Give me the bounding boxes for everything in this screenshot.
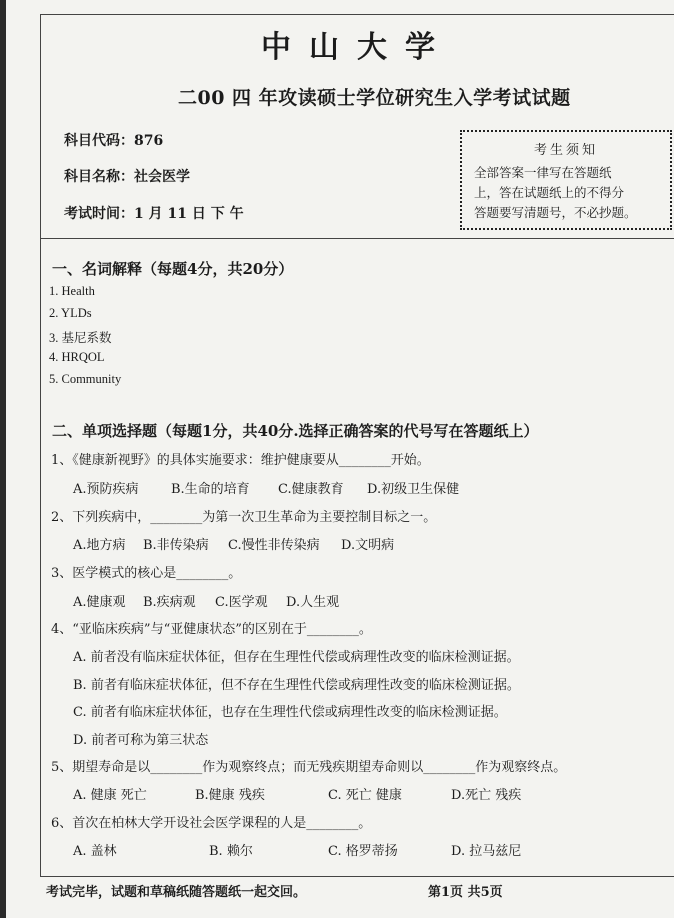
option: A. 前者没有临床症状体征，但存在生理性代偿或病理性改变的临床检测证据。 bbox=[73, 650, 520, 665]
question-2: 2、下列疾病中，________为第一次卫生革命为主要控制目标之一。 bbox=[51, 510, 437, 525]
subject-code: 科目代码：876 bbox=[64, 133, 164, 149]
option: D. 前者可称为第三状态 bbox=[73, 733, 209, 748]
question-6: 6、首次在柏林大学开设社会医学课程的人是________。 bbox=[51, 816, 372, 831]
footer-note: 考试完毕，试题和草稿纸随答题纸一起交回。 bbox=[46, 885, 307, 900]
term-item: 3. 基尼系数 bbox=[49, 331, 112, 345]
option: D.文明病 bbox=[341, 538, 395, 553]
term-item: 5. Community bbox=[49, 372, 122, 386]
frame-top bbox=[40, 14, 674, 15]
option: B.健康 残疾 bbox=[195, 788, 265, 803]
option: A. 盖林 bbox=[73, 844, 117, 859]
notice-title: 考生须知 bbox=[533, 143, 598, 158]
option: B. 前者有临床症状体征，但不存在生理性代偿或病理性改变的临床检测证据。 bbox=[73, 678, 520, 693]
notice-line: 上，答在试题纸上的不得分 bbox=[474, 185, 625, 200]
notice-line: 全部答案一律写在答题纸 bbox=[474, 165, 612, 180]
option: C.医学观 bbox=[215, 595, 268, 610]
subject-name: 科目名称：社会医学 bbox=[64, 169, 190, 185]
option: D.死亡 残疾 bbox=[451, 788, 522, 803]
question-1: 1、《健康新视野》的具体实施要求：维护健康要从________开始。 bbox=[51, 453, 430, 468]
frame-left bbox=[40, 14, 41, 876]
term-item: 1. Health bbox=[49, 284, 95, 298]
option: A.预防疾病 bbox=[73, 482, 139, 497]
option: C. 格罗蒂扬 bbox=[328, 844, 398, 859]
university-title: 中山大学 bbox=[261, 30, 453, 65]
candidate-notice-box bbox=[460, 130, 672, 230]
option: B.疾病观 bbox=[143, 595, 196, 610]
option: C.健康教育 bbox=[278, 482, 344, 497]
term-item: 2. YLDs bbox=[49, 306, 92, 320]
question-5: 5、期望寿命是以________作为观察终点；而无残疾期望寿命则以________作为观察终点。 bbox=[51, 760, 567, 775]
exam-time: 考试时间：1 月 11 日 下 午 bbox=[64, 206, 244, 222]
option: D.人生观 bbox=[286, 595, 340, 610]
option: A.健康观 bbox=[73, 595, 126, 610]
option: D. 拉马兹尼 bbox=[451, 844, 522, 859]
frame-bottom bbox=[40, 876, 674, 877]
option: B.生命的培育 bbox=[171, 482, 250, 497]
option: D.初级卫生保健 bbox=[367, 482, 460, 497]
exam-title: 二00 四 年攻读硕士学位研究生入学考试试题 bbox=[178, 87, 571, 109]
option: B. 赖尔 bbox=[209, 844, 253, 859]
option: C. 前者有临床症状体征，也存在生理性代偿或病理性改变的临床检测证据。 bbox=[73, 705, 507, 720]
notice-line: 答题要写清题号，不必抄题。 bbox=[474, 205, 637, 220]
option: A.地方病 bbox=[73, 538, 126, 553]
option: A. 健康 死亡 bbox=[73, 788, 147, 803]
header-divider bbox=[40, 238, 674, 239]
term-item: 4. HRQOL bbox=[49, 350, 105, 364]
page-number: 第1页 共5页 bbox=[428, 885, 503, 900]
option: C. 死亡 健康 bbox=[328, 788, 402, 803]
section-2-heading: 二、单项选择题（每题1分，共40分.选择正确答案的代号写在答题纸上） bbox=[52, 422, 539, 440]
question-3: 3、医学模式的核心是________。 bbox=[51, 566, 242, 581]
section-1-heading: 一、名词解释（每题4分，共20分） bbox=[52, 260, 294, 278]
option: B.非传染病 bbox=[143, 538, 209, 553]
option: C.慢性非传染病 bbox=[228, 538, 320, 553]
question-4: 4、“亚临床疾病”与“亚健康状态”的区别在于________。 bbox=[51, 622, 372, 637]
scan-edge bbox=[0, 0, 6, 918]
